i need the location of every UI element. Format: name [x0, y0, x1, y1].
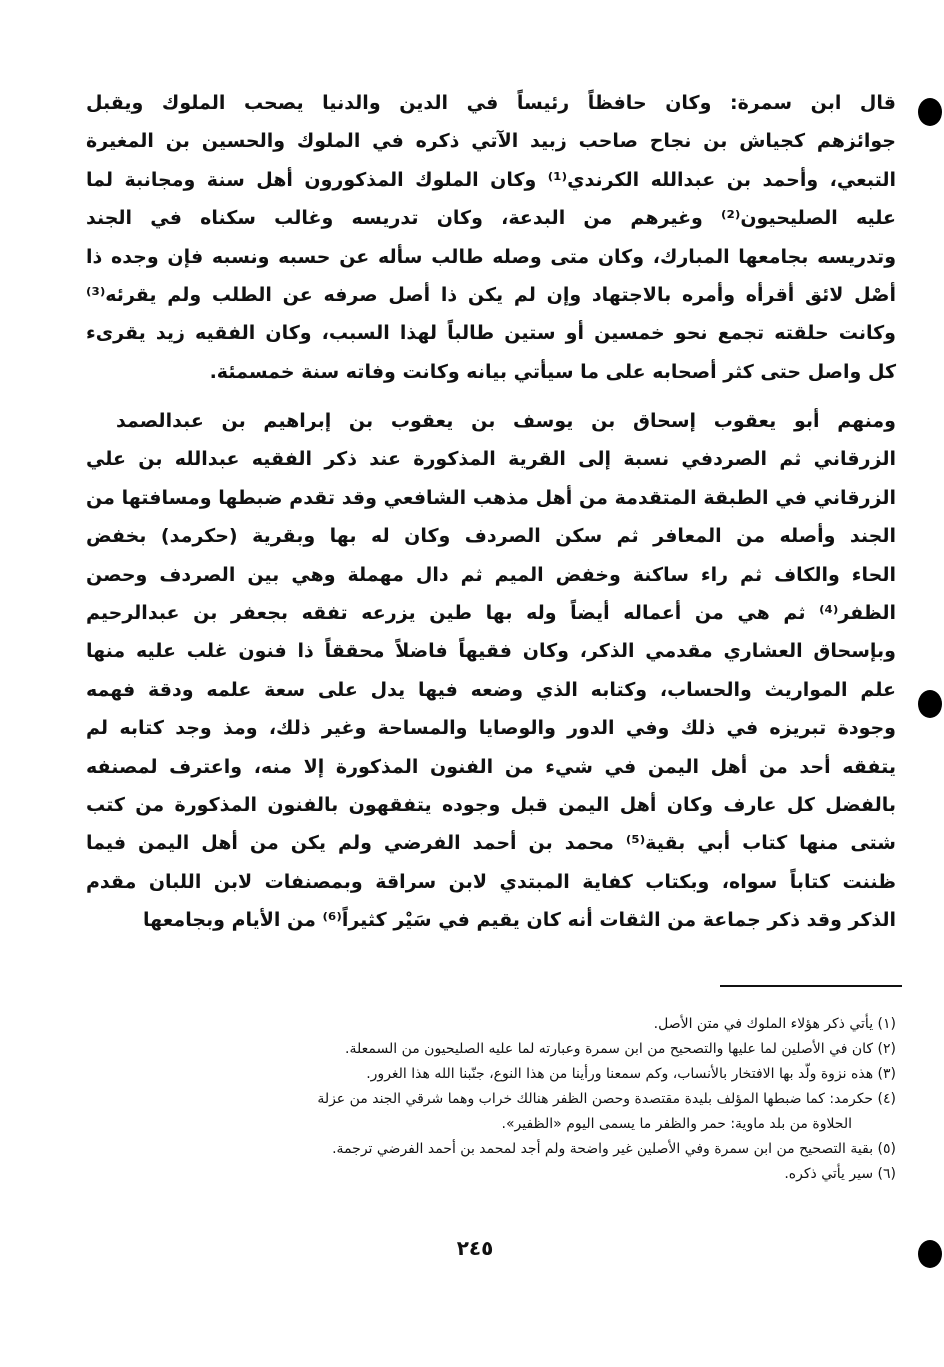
text-line: جوائزهم كجياش بن نجاح صاحب زبيد الآتي ذكره في الملوك والحسين بن المغيرة	[86, 130, 896, 153]
footnote: (٣) هذه نزوة ولّد بها الافتخار بالأنساب، وكم سمعنا ورأينا من هذا النوع، جنّبنا الله هذا الغرور.	[366, 1066, 896, 1082]
footnote: (٥) بقية التصحيح من ابن سمرة وفي الأصلين غير واضحة ولم أجد لمحمد بن أحمد الفرضي ترجمة.	[332, 1141, 896, 1157]
text-line: قال ابن سمرة: وكان حافظاً رئيساً في الدين والدنيا يصحب الملوك ويقبل	[86, 92, 896, 114]
text-line: أصْل لائق أقرأه وأمره بالاجتهاد وإن لم يكن ذا أصل صرفه عن الطلب ولم يقرئه⁽³⁾	[86, 284, 896, 306]
text-line: التبعي، وأحمد بن عبدالله الكرندي⁽¹⁾ وكان الملوك المذكورون أهل سنة ومجانبة لما	[86, 168, 896, 191]
text-line: كل واصل حتى كثر أصحابه على ما سيأتي بيانه وكانت وفاته سنة خمسمئة.	[209, 360, 896, 383]
page-number: ٢٤٥	[456, 1236, 494, 1260]
text-line: ظننت كتاباً سواه، وبكتاب كفاية المبتدي لابن سراقة وبمصنفات لابن اللبان مقدم	[86, 870, 896, 893]
text-line: الظفر⁽⁴⁾ ثم هي من أعماله أيضاً وله بها طين يزرعه تفقه بجعفر بن عبدالرحيم	[86, 602, 896, 624]
text-line: الحاء والكاف ثم راء ساكنة وخفض الميم ثم دال مهملة وهي بين الصردف وحصن	[86, 563, 896, 586]
footnote: الحلاوة من بلد ماوية: حمر والظفر ما يسمى اليوم «الظفير».	[501, 1116, 852, 1132]
footnote: (٢) كان في الأصلين لما عليها والتصحيح من ابن سمرة وعبارته لما عليه الصليحيون من السمعلة.	[345, 1041, 896, 1057]
binder-hole-icon	[918, 98, 942, 126]
text-line: ومنهم أبو يعقوب إسحاق بن يوسف بن يعقوب بن إبراهيم بن عبدالصمد	[116, 410, 896, 432]
footnote: (١) يأتي ذكر هؤلاء الملوك في متن الأصل.	[653, 1016, 896, 1032]
text-line: الذكر وقد ذكر جماعة من الثقات أنه كان يقيم في سَيْر كثيراً⁽⁶⁾ من الأيام وبجامعها	[143, 909, 896, 932]
text-line: شتى منها كتاب أبي بقية⁽⁵⁾ محمد بن أحمد الفرضي ولم يكن من أهل اليمن فيما	[86, 832, 896, 855]
text-line: الجند وأصله من المعافر ثم سكن الصردف وكان له بها وبقرية (حكرمد) بخفض	[86, 525, 896, 548]
text-line: وبإسحاق العشاري مقدمي الذكر، وكان فقيهاً فاضلاً محققاً ذا فنون غلب عليه منها	[86, 640, 896, 663]
binder-hole-icon	[918, 1240, 942, 1268]
text-line: وكانت حلقته تجمع نحو خمسين أو ستين طالباً لهذا السبب، وكان الفقيه زيد يقرىء	[86, 322, 896, 345]
text-line: عليه الصليحيون⁽²⁾ وغيرهم من البدعة، وكان تدريسه وغالب سكناه في الجند	[86, 207, 896, 230]
text-line: الزرقاني في الطبقة المتقدمة من أهل مذهب الشافعي وقد تقدم ضبطها ومسافتها من	[86, 486, 896, 509]
text-line: وتدريسه بجامعها المبارك، وكان متى وصله طالب سأله عن حسبه ونسبه فإن وجده ذا	[86, 245, 896, 268]
text-line: يتفقه أحد من أهل اليمن في شيء من الفنون المذكورة إلا منه، واعترف لمصنفه	[86, 755, 896, 778]
text-line: الزرقاني ثم الصردفي نسبة إلى القرية المذكورة عند ذكر الفقيه عبدالله بن علي	[86, 448, 896, 471]
text-line: بالفضل كل عارف وكان أهل اليمن قبل وجوده يتفقهون بالفنون المذكورة من كتب	[86, 794, 896, 816]
footnote-divider	[720, 985, 902, 987]
footnote: (٤) حكرمد: كما ضبطها المؤلف بليدة مقتصدة وحصن الظفر هنالك خراب وهما شرقي الجند من عزلة	[317, 1091, 896, 1107]
binder-hole-icon	[918, 690, 942, 718]
footnote: (٦) سير يأتي ذكره.	[784, 1166, 896, 1182]
text-line: وجودة تبريزه في ذلك وفي الدور والوصايا والمساحة وغير ذلك، ومذ وجد كتابه لم	[86, 717, 896, 740]
text-line: علم المواريث والحساب، وكتابه الذي وضعه فيها يدل على سعة علمه ودقة فهمه	[86, 678, 896, 701]
